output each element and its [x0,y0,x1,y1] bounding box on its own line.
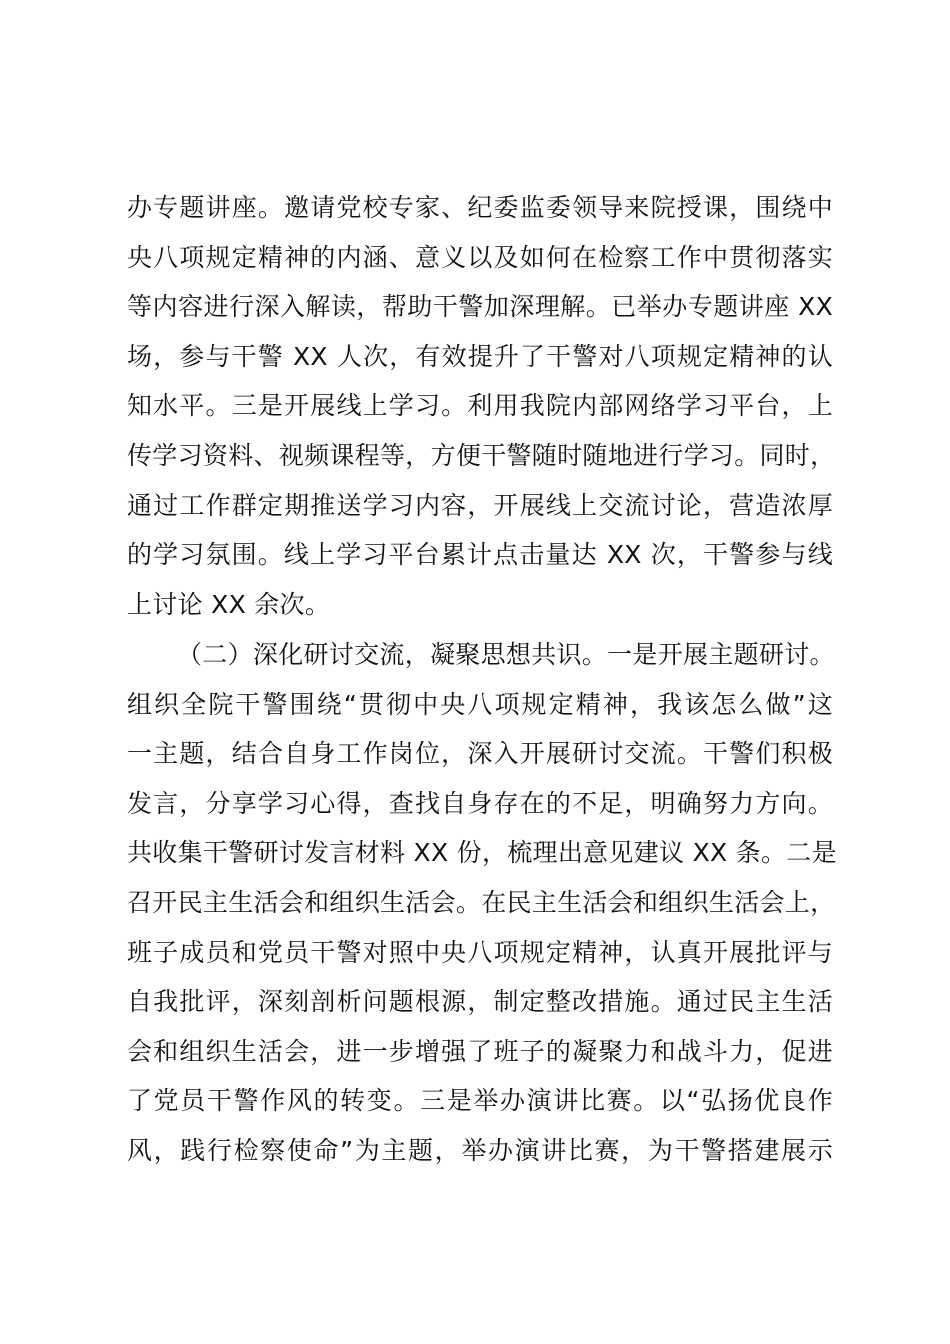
paragraph-2-line-8: 自我批评，深刻剖析问题根源，制定整改措施。通过民主生活 [127,987,833,1017]
paragraph-2-line-10: 了党员干警作风的转变。三是举办演讲比赛。以“弘扬优良作 [127,1086,833,1116]
paragraph-1 [127,183,836,629]
paragraph-2 [127,630,837,1176]
paragraph-2-line-5: 共收集干警研讨发言材料 XX 份，梳理出意见建议 XX 条。二是 [127,838,837,868]
paragraph-1-line-1: 办专题讲座。邀请党校专家、纪委监委领导来院授课，围绕中 [127,193,833,222]
paragraph-2-line-4: 发言，分享学习心得，查找自身存在的不足，明确努力方向。 [127,788,833,818]
paragraph-1-line-4: 场，参与干警 XX 人次，有效提升了干警对八项规定精神的认 [127,341,833,371]
paragraph-1-line-7: 通过工作群定期推送学习内容，开展线上交流讨论，营造浓厚 [127,490,833,520]
paragraph-2-line-2: 组织全院干警围绕“贯彻中央八项规定精神，我该怎么做”这 [127,689,833,719]
paragraph-2-line-11: 风，践行检察使命”为主题，举办演讲比赛，为干警搭建展示 [127,1135,833,1165]
paragraph-1-line-6: 传学习资料、视频课程等，方便干警随时随地进行学习。同时， [127,440,836,470]
paragraph-2-line-7: 班子成员和党员干警对照中央八项规定精神，认真开展批评与 [127,937,833,967]
paragraph-2-line-9: 会和组织生活会，进一步增强了班子的凝聚力和战斗力，促进 [127,1036,833,1066]
paragraph-1-line-8: 的学习氛围。线上学习平台累计点击量达 XX 次，干警参与线 [127,540,833,570]
paragraph-2-line-3: 一主题，结合自身工作岗位，深入开展研讨交流。干警们积极 [127,739,833,769]
paragraph-1-line-9: 上讨论 XX 余次。 [127,589,331,619]
paragraph-2-line-6: 召开民主生活会和组织生活会。在民主生活会和组织生活会上， [127,887,836,917]
paragraph-1-line-2: 央八项规定精神的内涵、意义以及如何在检察工作中贯彻落实 [127,242,833,272]
paragraph-1-line-3: 等内容进行深入解读，帮助干警加深理解。已举办专题讲座 XX [127,292,833,322]
paragraph-1-line-5: 知水平。三是开展线上学习。利用我院内部网络学习平台，上 [127,391,833,421]
paragraph-2-line-1: （二）深化研讨交流，凝聚思想共识。一是开展主题研讨。 [177,640,835,669]
